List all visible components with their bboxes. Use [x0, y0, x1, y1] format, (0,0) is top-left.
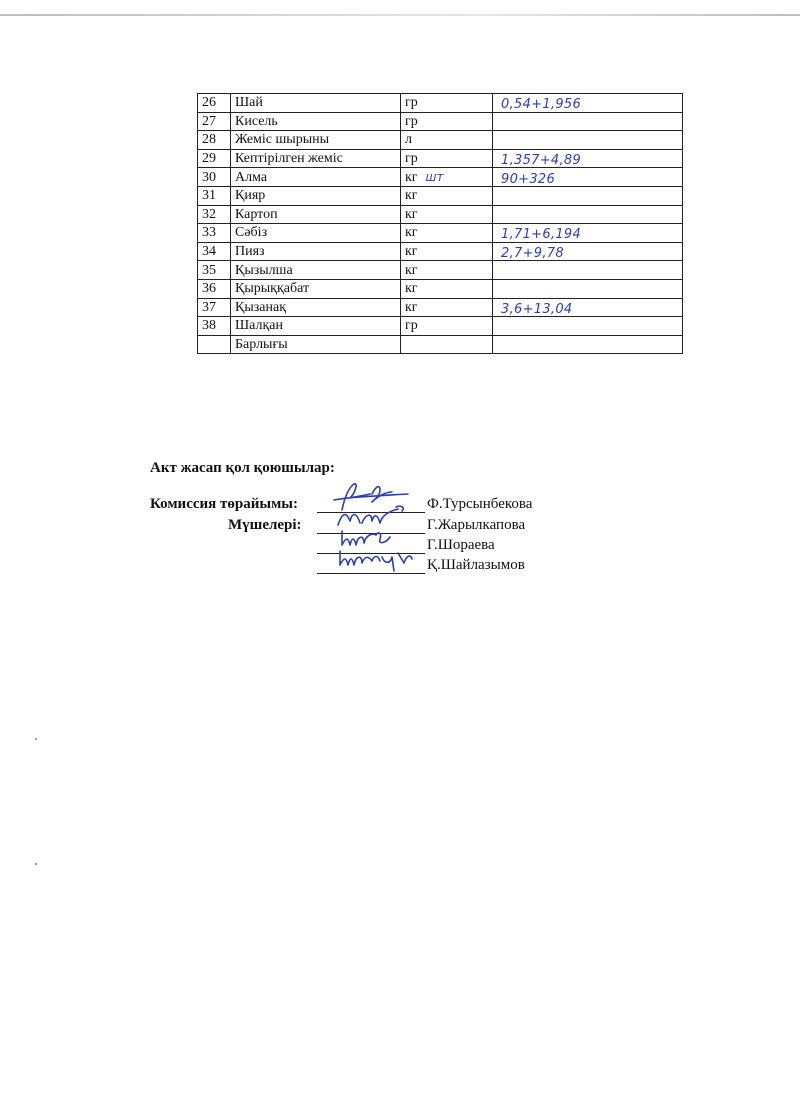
product-name: Жеміс шырыны [231, 131, 401, 150]
table-row [198, 298, 683, 317]
product-name: Қызанақ [231, 298, 401, 317]
handwritten-value [493, 261, 683, 280]
unit: кг шт [401, 168, 493, 187]
row-number: 30 [198, 168, 231, 187]
signatures-heading: Акт жасап қол қоюшылар: [150, 460, 335, 476]
row-number [198, 335, 231, 354]
product-name: Кептірілген жеміс [231, 149, 401, 168]
handwritten-value [493, 112, 683, 131]
person-name: Г.Шораева [427, 537, 495, 553]
handwritten-value [493, 205, 683, 224]
unit: гр [401, 149, 493, 168]
handwritten-value [493, 131, 683, 150]
product-name: Алма [231, 168, 401, 187]
table-row [198, 205, 683, 224]
product-name: Шай [231, 94, 401, 113]
signature-row-member [150, 557, 670, 577]
unit: кг [401, 298, 493, 317]
members-label: Мүшелері: [228, 517, 302, 533]
table-row [198, 242, 683, 261]
unit: кг [401, 242, 493, 261]
scan-speck [35, 738, 37, 740]
product-name: Қызылша [231, 261, 401, 280]
table-row [198, 168, 683, 187]
scan-speck [35, 863, 37, 865]
table-row [198, 317, 683, 336]
chair-label: Комиссия төрайымы: [150, 496, 299, 512]
unit: гр [401, 94, 493, 113]
person-name: Ф.Турсынбекова [427, 496, 533, 512]
row-number: 33 [198, 224, 231, 243]
product-name: Шалқан [231, 317, 401, 336]
row-number: 38 [198, 317, 231, 336]
unit: кг [401, 279, 493, 298]
handwritten-value: 1,71+6,194 [493, 224, 683, 243]
row-number: 31 [198, 186, 231, 205]
table-row [198, 94, 683, 113]
handwritten-value: 0,54+1,956 [493, 94, 683, 113]
row-number: 29 [198, 149, 231, 168]
row-number: 34 [198, 242, 231, 261]
handwritten-value [493, 317, 683, 336]
row-number: 32 [198, 205, 231, 224]
product-name: Сәбіз [231, 224, 401, 243]
handwritten-value [493, 279, 683, 298]
handwritten-signature [320, 541, 420, 575]
unit: кг [401, 186, 493, 205]
row-number: 27 [198, 112, 231, 131]
person-name: Г.Жарылкапова [427, 517, 526, 533]
products-table [197, 93, 683, 354]
table-row [198, 224, 683, 243]
row-number: 35 [198, 261, 231, 280]
scan-edge [0, 14, 800, 16]
unit: кг [401, 224, 493, 243]
table-row [198, 186, 683, 205]
handwritten-value [493, 186, 683, 205]
person-name: Қ.Шайлазымов [427, 557, 525, 573]
table-row [198, 279, 683, 298]
table-row [198, 112, 683, 131]
row-number: 26 [198, 94, 231, 113]
unit: гр [401, 317, 493, 336]
product-name: Қияр [231, 186, 401, 205]
handwritten-unit-note: шт [425, 169, 444, 184]
total-label: Барлығы [231, 335, 401, 354]
unit: кг [401, 205, 493, 224]
product-name: Қырыққабат [231, 279, 401, 298]
product-name: Кисель [231, 112, 401, 131]
handwritten-value [493, 335, 683, 354]
handwritten-value: 90+326 [493, 168, 683, 187]
row-number: 28 [198, 131, 231, 150]
table-row-total [198, 335, 683, 354]
row-number: 36 [198, 279, 231, 298]
table-row [198, 131, 683, 150]
handwritten-value: 3,6+13,04 [493, 298, 683, 317]
handwritten-value: 2,7+9,78 [493, 242, 683, 261]
table-row [198, 261, 683, 280]
row-number: 37 [198, 298, 231, 317]
table-row [198, 149, 683, 168]
unit: л [401, 131, 493, 150]
product-name: Пияз [231, 242, 401, 261]
handwritten-value: 1,357+4,89 [493, 149, 683, 168]
unit: гр [401, 112, 493, 131]
product-name: Картоп [231, 205, 401, 224]
unit: кг [401, 261, 493, 280]
unit [401, 335, 493, 354]
